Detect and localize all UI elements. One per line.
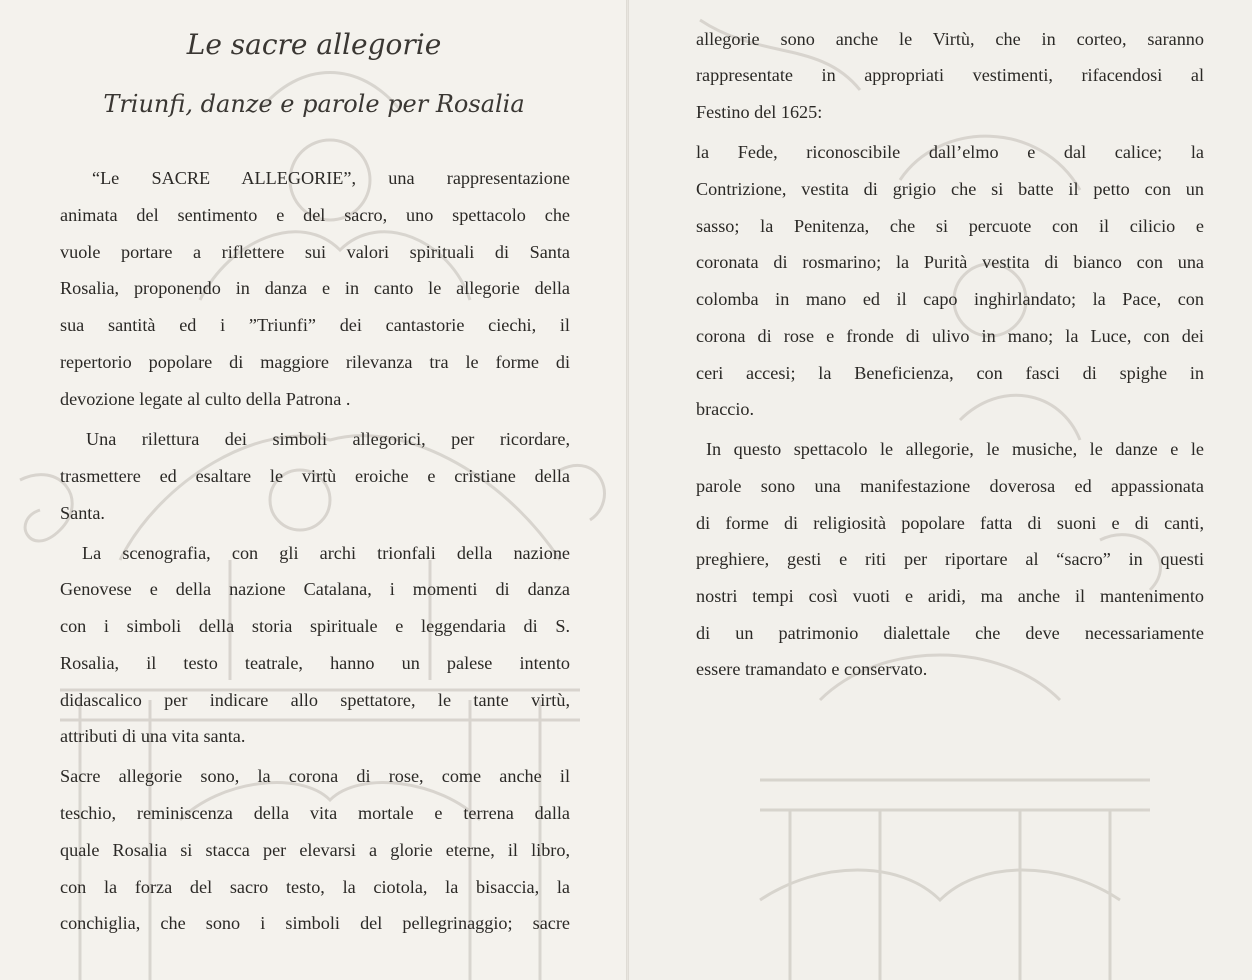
text-line: con la forza del sacro testo, la ciotola, la bisaccia, la	[60, 877, 570, 897]
text-line: corona di rose e fronde di ulivo in mano; la Luce, con dei	[696, 326, 1204, 346]
text-line: Rosalia, proponendo in danza e in canto le allegorie della	[60, 278, 570, 298]
right-page-content	[628, 0, 1252, 980]
text-line: repertorio popolare di maggiore rilevanza tra le forme di	[60, 352, 570, 372]
text-line: La scenografia, con gli archi trionfali della nazione	[82, 543, 570, 563]
text-line: teschio, reminiscenza della vita mortale e terrena dalla	[60, 803, 570, 823]
text-line: di un patrimonio dialettale che deve necessariamente	[696, 623, 1204, 643]
text-line: attributi di una vita santa.	[60, 726, 246, 746]
text-line: “Le SACRE ALLEGORIE”, una rappresentazione	[92, 168, 570, 188]
text-line: animata del sentimento e del sacro, uno spettacolo che	[60, 205, 570, 225]
text-line: conchiglia, che sono i simboli del pellegrinaggio; sacre	[60, 913, 570, 933]
text-line: vuole portare a riflettere sui valori spirituali di Santa	[60, 242, 570, 262]
text-line: Genovese e della nazione Catalana, i momenti di danza	[60, 579, 570, 599]
text-line: essere tramandato e conservato.	[696, 659, 928, 679]
text-line: trasmettere ed esaltare le virtù eroiche e cristiane della	[60, 466, 570, 486]
text-line: parole sono una manifestazione doverosa ed appassionata	[696, 476, 1204, 496]
text-line: Una rilettura dei simboli allegorici, per ricordare,	[86, 429, 570, 449]
page-title: Le sacre allegorie	[186, 28, 442, 61]
text-line: Rosalia, il testo teatrale, hanno un palese intento	[60, 653, 570, 673]
text-line: In questo spettacolo le allegorie, le musiche, le danze e le	[706, 439, 1204, 459]
text-line: quale Rosalia si stacca per elevarsi a glorie eterne, il libro,	[60, 840, 570, 860]
text-line: coronata di rosmarino; la Purità vestita di bianco con una	[696, 252, 1204, 272]
text-line: didascalico per indicare allo spettatore, le tante virtù,	[60, 690, 570, 710]
page-subtitle: Triunfi, danze e parole per Rosalia	[103, 90, 525, 118]
text-line: sasso; la Penitenza, che si percuote con il cilicio e	[696, 216, 1204, 236]
text-line: colomba in mano ed il capo inghirlandato; la Pace, con	[696, 289, 1204, 309]
text-line: Sacre allegorie sono, la corona di rose, come anche il	[60, 766, 570, 786]
text-line: Santa.	[60, 503, 105, 523]
text-line: ceri accesi; la Beneficienza, con fasci di spighe in	[696, 363, 1204, 383]
text-line: con i simboli della storia spirituale e leggendaria di S.	[60, 616, 570, 636]
text-line: nostri tempi così vuoti e aridi, ma anche il mantenimento	[696, 586, 1204, 606]
text-line: di forme di religiosità popolare fatta di suoni e di canti,	[696, 513, 1204, 533]
text-line: Festino del 1625:	[696, 102, 823, 122]
text-line: Contrizione, vestita di grigio che si batte il petto con un	[696, 179, 1204, 199]
text-line: preghiere, gesti e riti per riportare al “sacro” in questi	[696, 549, 1204, 569]
text-line: allegorie sono anche le Virtù, che in corteo, saranno	[696, 29, 1204, 49]
text-line: la Fede, riconoscibile dall’elmo e dal calice; la	[696, 142, 1204, 162]
text-line: rappresentate in appropriati vestimenti, rifacendosi al	[696, 65, 1204, 85]
text-line: sua santità ed i ”Triunfi” dei cantastorie ciechi, il	[60, 315, 570, 335]
text-line: devozione legate al culto della Patrona .	[60, 389, 351, 409]
text-line: braccio.	[696, 399, 755, 419]
